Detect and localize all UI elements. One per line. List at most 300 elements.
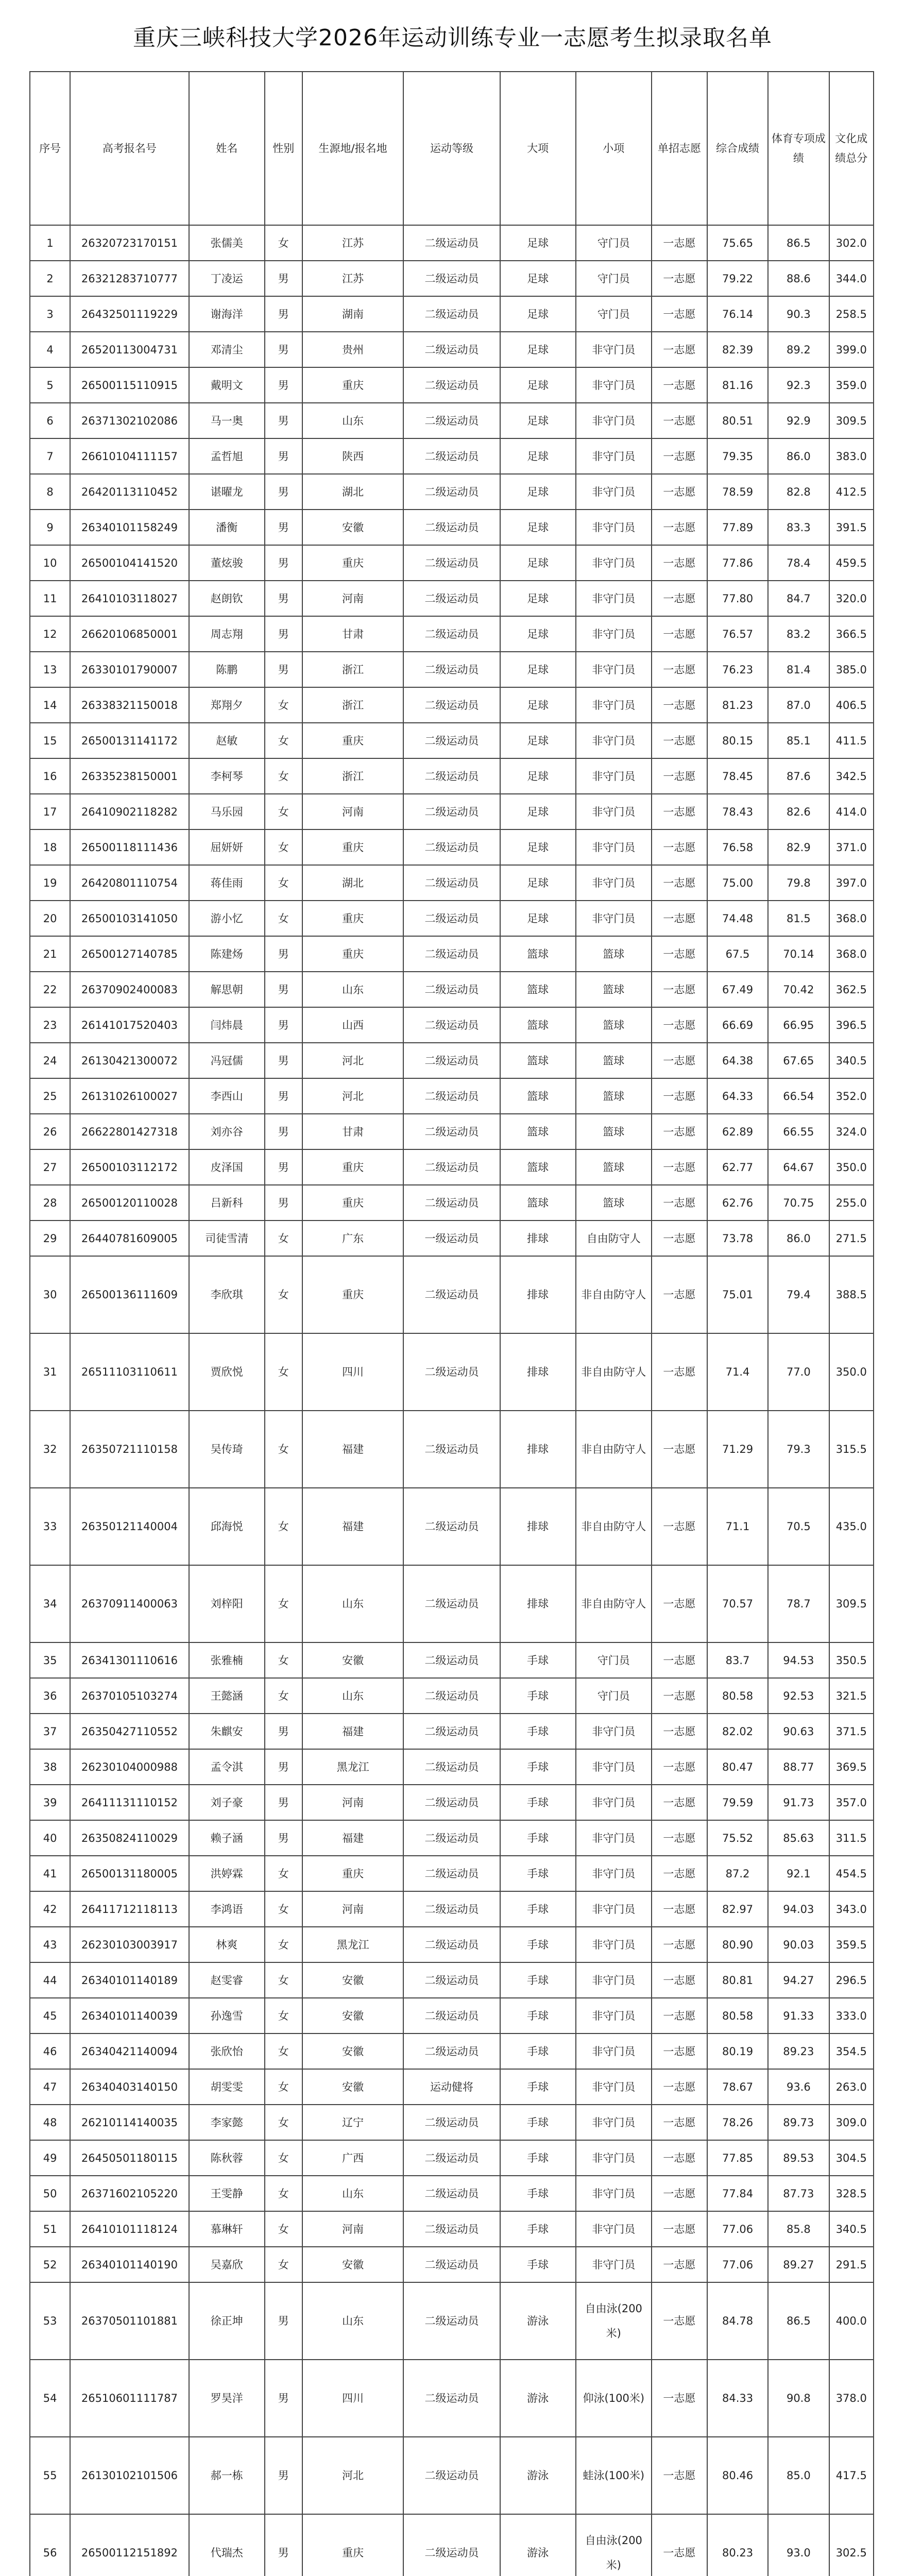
table-row [30, 1043, 874, 1078]
table-cell: 自由防守人 [576, 1221, 652, 1256]
table-cell: 66.95 [768, 1007, 829, 1043]
table-row [30, 1749, 874, 1785]
table-cell: 足球 [500, 474, 576, 510]
table-cell: 84.78 [707, 2282, 768, 2360]
table-cell: 26500118111436 [70, 829, 189, 865]
table-cell: 26500104141520 [70, 545, 189, 581]
table-cell: 男 [265, 652, 302, 687]
table-cell: 411.5 [829, 723, 874, 758]
table-cell: 非自由防守人 [576, 1411, 652, 1488]
table-cell: 70.14 [768, 936, 829, 972]
table-cell: 男 [265, 1149, 302, 1185]
admission-table [29, 71, 874, 2576]
table-cell: 男 [265, 2360, 302, 2437]
table-cell: 山西 [302, 1007, 404, 1043]
table-cell: 64.33 [707, 1078, 768, 1114]
table-row [30, 2514, 874, 2576]
table-cell: 378.0 [829, 2360, 874, 2437]
table-cell: 男 [265, 438, 302, 474]
table-cell: 20 [30, 901, 70, 936]
table-cell: 马一奥 [189, 403, 265, 438]
table-cell: 二级运动员 [403, 1411, 500, 1488]
table-cell: 81.5 [768, 901, 829, 936]
table-cell: 55 [30, 2437, 70, 2514]
table-cell: 15 [30, 723, 70, 758]
table-cell: 87.2 [707, 1856, 768, 1891]
table-cell: 排球 [500, 1411, 576, 1488]
table-cell: 守门员 [576, 261, 652, 296]
table-cell: 309.5 [829, 403, 874, 438]
table-cell: 40 [30, 1820, 70, 1856]
table-cell: 51 [30, 2211, 70, 2247]
table-cell: 26500131141172 [70, 723, 189, 758]
table-cell: 一志愿 [652, 794, 707, 829]
table-cell: 守门员 [576, 225, 652, 261]
table-cell: 足球 [500, 367, 576, 403]
table-cell: 戴明文 [189, 367, 265, 403]
table-cell: 安徽 [302, 2033, 404, 2069]
table-cell: 女 [265, 865, 302, 901]
table-cell: 黑龙江 [302, 1749, 404, 1785]
table-cell: 二级运动员 [403, 1962, 500, 1998]
table-cell: 非守门员 [576, 438, 652, 474]
table-cell: 浙江 [302, 652, 404, 687]
table-cell: 手球 [500, 2247, 576, 2282]
table-cell: 重庆 [302, 1256, 404, 1333]
table-cell: 一志愿 [652, 1256, 707, 1333]
table-row [30, 261, 874, 296]
table-cell: 29 [30, 1221, 70, 1256]
table-cell: 80.15 [707, 723, 768, 758]
table-cell: 非守门员 [576, 403, 652, 438]
table-cell: 男 [265, 1043, 302, 1078]
table-cell: 76.58 [707, 829, 768, 865]
table-cell: 92.53 [768, 1678, 829, 1714]
table-cell: 二级运动员 [403, 1785, 500, 1820]
header-cell: 性别 [265, 72, 302, 225]
table-cell: 80.81 [707, 1962, 768, 1998]
table-cell: 男 [265, 261, 302, 296]
table-cell: 一志愿 [652, 1185, 707, 1221]
table-cell: 广西 [302, 2140, 404, 2176]
table-cell: 二级运动员 [403, 1149, 500, 1185]
table-cell: 篮球 [500, 1043, 576, 1078]
table-cell: 二级运动员 [403, 829, 500, 865]
table-cell: 62.89 [707, 1114, 768, 1149]
table-cell: 罗昊洋 [189, 2360, 265, 2437]
table-cell: 一级运动员 [403, 1221, 500, 1256]
table-cell: 足球 [500, 225, 576, 261]
table-cell: 79.3 [768, 1411, 829, 1488]
table-row [30, 2360, 874, 2437]
table-cell: 70.42 [768, 972, 829, 1007]
table-cell: 孙逸雪 [189, 1998, 265, 2033]
table-cell: 非守门员 [576, 2211, 652, 2247]
table-cell: 26340421140094 [70, 2033, 189, 2069]
table-cell: 26131026100027 [70, 1078, 189, 1114]
table-cell: 仰泳(100米) [576, 2360, 652, 2437]
table-cell: 女 [265, 1488, 302, 1565]
table-cell: 手球 [500, 2140, 576, 2176]
table-cell: 271.5 [829, 1221, 874, 1256]
table-cell: 二级运动员 [403, 1998, 500, 2033]
table-cell: 4 [30, 332, 70, 367]
table-cell: 50 [30, 2176, 70, 2211]
table-cell: 贵州 [302, 332, 404, 367]
table-cell: 非守门员 [576, 1891, 652, 1927]
table-cell: 山东 [302, 1565, 404, 1642]
table-cell: 350.0 [829, 1149, 874, 1185]
table-cell: 26338321150018 [70, 687, 189, 723]
header-cell: 综合成绩 [707, 72, 768, 225]
table-cell: 一志愿 [652, 616, 707, 652]
table-cell: 女 [265, 2247, 302, 2282]
table-cell: 一志愿 [652, 2105, 707, 2140]
table-cell: 四川 [302, 2360, 404, 2437]
table-row [30, 225, 874, 261]
table-cell: 非守门员 [576, 1998, 652, 2033]
table-cell: 贾欣悦 [189, 1333, 265, 1411]
table-cell: 391.5 [829, 510, 874, 545]
table-cell: 77.80 [707, 581, 768, 616]
table-cell: 河北 [302, 1043, 404, 1078]
table-cell: 291.5 [829, 2247, 874, 2282]
table-cell: 66.69 [707, 1007, 768, 1043]
table-cell: 篮球 [576, 1114, 652, 1149]
table-cell: 一志愿 [652, 936, 707, 972]
table-cell: 闫炜晨 [189, 1007, 265, 1043]
table-cell: 湖北 [302, 474, 404, 510]
table-cell: 一志愿 [652, 367, 707, 403]
table-cell: 26340101140189 [70, 1962, 189, 1998]
table-cell: 足球 [500, 865, 576, 901]
table-cell: 女 [265, 901, 302, 936]
table-cell: 26350427110552 [70, 1714, 189, 1749]
table-cell: 二级运动员 [403, 901, 500, 936]
header-cell: 单招志愿 [652, 72, 707, 225]
table-cell: 79.59 [707, 1785, 768, 1820]
table-cell: 女 [265, 687, 302, 723]
table-cell: 一志愿 [652, 2282, 707, 2360]
table-cell: 赵朗钦 [189, 581, 265, 616]
table-cell: 二级运动员 [403, 2176, 500, 2211]
table-cell: 23 [30, 1007, 70, 1043]
table-cell: 男 [265, 1785, 302, 1820]
table-cell: 80.58 [707, 1998, 768, 2033]
table-cell: 手球 [500, 2211, 576, 2247]
table-cell: 足球 [500, 723, 576, 758]
table-cell: 77.89 [707, 510, 768, 545]
table-cell: 87.73 [768, 2176, 829, 2211]
table-cell: 二级运动员 [403, 581, 500, 616]
table-cell: 21 [30, 936, 70, 972]
table-cell: 非守门员 [576, 510, 652, 545]
table-cell: 383.0 [829, 438, 874, 474]
table-cell: 守门员 [576, 1678, 652, 1714]
table-cell: 一志愿 [652, 1488, 707, 1565]
table-cell: 350.5 [829, 1642, 874, 1678]
table-cell: 417.5 [829, 2437, 874, 2514]
table-cell: 女 [265, 1927, 302, 1962]
table-cell: 一志愿 [652, 1891, 707, 1927]
table-cell: 77.0 [768, 1333, 829, 1411]
table-cell: 男 [265, 367, 302, 403]
table-cell: 26620106850001 [70, 616, 189, 652]
table-cell: 47 [30, 2069, 70, 2105]
table-row [30, 1007, 874, 1043]
table-row [30, 1221, 874, 1256]
table-row [30, 723, 874, 758]
table-cell: 司徒雪清 [189, 1221, 265, 1256]
table-row [30, 1333, 874, 1411]
table-cell: 二级运动员 [403, 296, 500, 332]
table-cell: 辽宁 [302, 2105, 404, 2140]
table-cell: 慕琳轩 [189, 2211, 265, 2247]
table-cell: 非守门员 [576, 901, 652, 936]
table-cell: 309.5 [829, 1565, 874, 1642]
table-cell: 一志愿 [652, 1678, 707, 1714]
table-cell: 张雅楠 [189, 1642, 265, 1678]
table-cell: 二级运动员 [403, 1891, 500, 1927]
table-cell: 非守门员 [576, 2247, 652, 2282]
table-cell: 女 [265, 1642, 302, 1678]
table-cell: 男 [265, 616, 302, 652]
table-cell: 女 [265, 2069, 302, 2105]
table-cell: 45 [30, 1998, 70, 2033]
table-cell: 一志愿 [652, 687, 707, 723]
table-row [30, 2437, 874, 2514]
table-cell: 一志愿 [652, 2033, 707, 2069]
table-cell: 25 [30, 1078, 70, 1114]
table-cell: 9 [30, 510, 70, 545]
table-cell: 368.0 [829, 901, 874, 936]
table-cell: 刘梓阳 [189, 1565, 265, 1642]
table-cell: 非守门员 [576, 652, 652, 687]
table-cell: 459.5 [829, 545, 874, 581]
table-cell: 手球 [500, 2069, 576, 2105]
table-cell: 26320723170151 [70, 225, 189, 261]
table-cell: 一志愿 [652, 296, 707, 332]
table-cell: 四川 [302, 1333, 404, 1411]
table-cell: 非守门员 [576, 367, 652, 403]
table-cell: 女 [265, 2033, 302, 2069]
table-cell: 女 [265, 1998, 302, 2033]
table-cell: 排球 [500, 1565, 576, 1642]
table-cell: 26370501101881 [70, 2282, 189, 2360]
table-row [30, 2176, 874, 2211]
table-cell: 守门员 [576, 1642, 652, 1678]
table-cell: 320.0 [829, 581, 874, 616]
table-cell: 吕新科 [189, 1185, 265, 1221]
table-cell: 重庆 [302, 936, 404, 972]
table-cell: 篮球 [576, 1185, 652, 1221]
table-cell: 26350121140004 [70, 1488, 189, 1565]
table-row [30, 652, 874, 687]
table-cell: 男 [265, 1820, 302, 1856]
table-cell: 一志愿 [652, 1411, 707, 1488]
table-cell: 350.0 [829, 1333, 874, 1411]
table-cell: 男 [265, 1714, 302, 1749]
table-cell: 26622801427318 [70, 1114, 189, 1149]
table-cell: 孟哲旭 [189, 438, 265, 474]
table-row [30, 936, 874, 972]
table-cell: 男 [265, 545, 302, 581]
document-title: 重庆三峡科技大学2026年运动训练专业一志愿考生拟录取名单 [133, 25, 772, 51]
table-cell: 89.27 [768, 2247, 829, 2282]
table-cell: 男 [265, 1185, 302, 1221]
table-cell: 非守门员 [576, 687, 652, 723]
table-cell: 男 [265, 581, 302, 616]
table-cell: 陈鹏 [189, 652, 265, 687]
table-cell: 26130102101506 [70, 2437, 189, 2514]
table-cell: 河南 [302, 2211, 404, 2247]
table-cell: 二级运动员 [403, 936, 500, 972]
table-cell: 26371302102086 [70, 403, 189, 438]
table-cell: 篮球 [576, 936, 652, 972]
table-cell: 二级运动员 [403, 261, 500, 296]
table-cell: 64.38 [707, 1043, 768, 1078]
table-cell: 二级运动员 [403, 438, 500, 474]
table-cell: 手球 [500, 1998, 576, 2033]
table-cell: 342.5 [829, 758, 874, 794]
table-row [30, 367, 874, 403]
table-cell: 重庆 [302, 2514, 404, 2576]
table-cell: 26500127140785 [70, 936, 189, 972]
table-cell: 洪婷霖 [189, 1856, 265, 1891]
table-cell: 26340101158249 [70, 510, 189, 545]
table-cell: 足球 [500, 616, 576, 652]
table-cell: 足球 [500, 296, 576, 332]
table-cell: 足球 [500, 261, 576, 296]
table-cell: 二级运动员 [403, 1820, 500, 1856]
table-cell: 河南 [302, 1891, 404, 1927]
table-cell: 14 [30, 687, 70, 723]
table-row [30, 616, 874, 652]
table-cell: 一志愿 [652, 1962, 707, 1998]
table-cell: 二级运动员 [403, 545, 500, 581]
table-cell: 二级运动员 [403, 2247, 500, 2282]
table-cell: 77.06 [707, 2211, 768, 2247]
table-cell: 400.0 [829, 2282, 874, 2360]
table-row [30, 1642, 874, 1678]
table-cell: 冯冠儒 [189, 1043, 265, 1078]
table-cell: 游泳 [500, 2514, 576, 2576]
table-cell: 80.58 [707, 1678, 768, 1714]
table-cell: 435.0 [829, 1488, 874, 1565]
table-cell: 非守门员 [576, 545, 652, 581]
table-row [30, 474, 874, 510]
table-cell: 75.00 [707, 865, 768, 901]
table-cell: 男 [265, 2282, 302, 2360]
table-cell: 26500120110028 [70, 1185, 189, 1221]
table-cell: 吴嘉欣 [189, 2247, 265, 2282]
table-cell: 男 [265, 1007, 302, 1043]
table-cell: 游泳 [500, 2360, 576, 2437]
table-cell: 江苏 [302, 261, 404, 296]
table-cell: 手球 [500, 1678, 576, 1714]
table-cell: 83.3 [768, 510, 829, 545]
table-cell: 河北 [302, 1078, 404, 1114]
table-row [30, 296, 874, 332]
table-cell: 一志愿 [652, 2069, 707, 2105]
table-cell: 82.97 [707, 1891, 768, 1927]
table-cell: 篮球 [576, 972, 652, 1007]
table-row [30, 2033, 874, 2069]
table-cell: 二级运动员 [403, 2514, 500, 2576]
table-cell: 手球 [500, 1856, 576, 1891]
table-cell: 67.49 [707, 972, 768, 1007]
header-cell: 文化成绩总分 [829, 72, 874, 225]
table-cell: 26321283710777 [70, 261, 189, 296]
table-cell: 足球 [500, 438, 576, 474]
table-cell: 412.5 [829, 474, 874, 510]
table-cell: 张欣怡 [189, 2033, 265, 2069]
table-cell: 26371602105220 [70, 2176, 189, 2211]
table-cell: 26141017520403 [70, 1007, 189, 1043]
table-row [30, 1411, 874, 1488]
table-cell: 79.22 [707, 261, 768, 296]
table-cell: 66.55 [768, 1114, 829, 1149]
table-cell: 女 [265, 1962, 302, 1998]
table-cell: 二级运动员 [403, 2360, 500, 2437]
table-cell: 广东 [302, 1221, 404, 1256]
table-cell: 26350824110029 [70, 1820, 189, 1856]
table-cell: 91.73 [768, 1785, 829, 1820]
table-cell: 二级运动员 [403, 1114, 500, 1149]
table-row [30, 758, 874, 794]
table-cell: 82.6 [768, 794, 829, 829]
table-cell: 一志愿 [652, 1333, 707, 1411]
table-cell: 324.0 [829, 1114, 874, 1149]
table-cell: 35 [30, 1642, 70, 1678]
table-cell: 手球 [500, 1785, 576, 1820]
table-cell: 游泳 [500, 2437, 576, 2514]
table-cell: 非自由防守人 [576, 1333, 652, 1411]
table-cell: 一志愿 [652, 652, 707, 687]
table-cell: 女 [265, 2211, 302, 2247]
table-cell: 女 [265, 1333, 302, 1411]
table-cell: 非守门员 [576, 1856, 652, 1891]
table-cell: 26 [30, 1114, 70, 1149]
table-cell: 足球 [500, 687, 576, 723]
table-cell: 一志愿 [652, 829, 707, 865]
table-cell: 二级运动员 [403, 1678, 500, 1714]
table-row [30, 438, 874, 474]
table-cell: 福建 [302, 1488, 404, 1565]
table-cell: 足球 [500, 794, 576, 829]
table-cell: 篮球 [576, 1149, 652, 1185]
table-cell: 89.2 [768, 332, 829, 367]
table-cell: 78.7 [768, 1565, 829, 1642]
table-cell: 排球 [500, 1333, 576, 1411]
table-cell: 浙江 [302, 758, 404, 794]
table-cell: 一志愿 [652, 1714, 707, 1749]
table-cell: 26500131180005 [70, 1856, 189, 1891]
table-cell: 94.27 [768, 1962, 829, 1998]
table-cell: 一志愿 [652, 1998, 707, 2033]
table-cell: 安徽 [302, 2069, 404, 2105]
table-cell: 85.1 [768, 723, 829, 758]
table-cell: 安徽 [302, 1642, 404, 1678]
table-row [30, 2140, 874, 2176]
table-cell: 非守门员 [576, 865, 652, 901]
table-cell: 78.4 [768, 545, 829, 581]
table-cell: 李鸿语 [189, 1891, 265, 1927]
table-cell: 92.1 [768, 1856, 829, 1891]
table-header-row [30, 72, 874, 225]
table-cell: 一志愿 [652, 403, 707, 438]
table-cell: 守门员 [576, 296, 652, 332]
